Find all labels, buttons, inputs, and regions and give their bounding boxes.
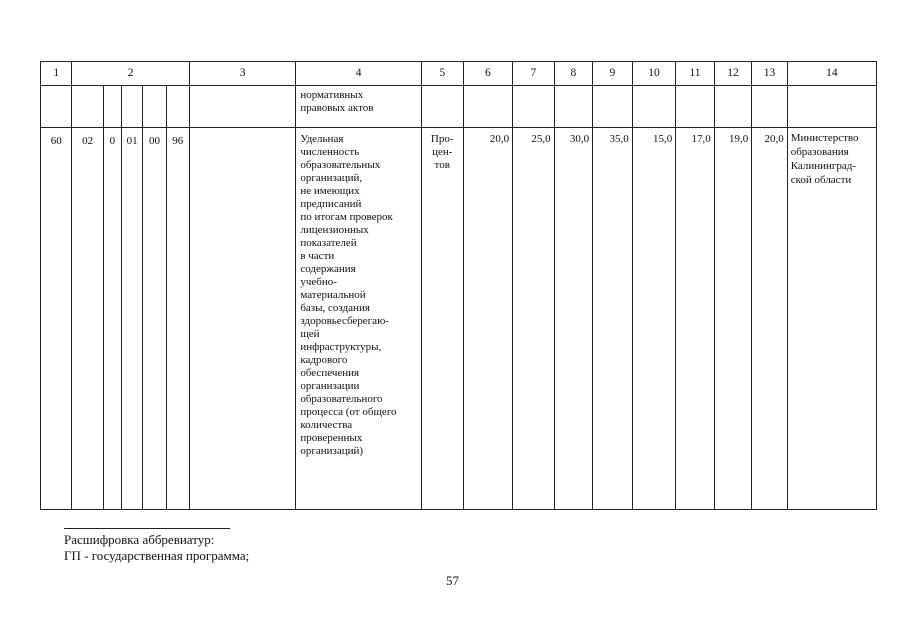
header-cell-10: 10 — [632, 62, 676, 86]
value-cell: 30,0 — [554, 128, 593, 510]
header-cell-11: 11 — [676, 62, 715, 86]
header-cell-14: 14 — [787, 62, 876, 86]
code-cell: 96 — [166, 128, 189, 510]
code-cell: 01 — [122, 128, 143, 510]
unit-cell: Про- цен- тов — [421, 128, 463, 510]
value-cell: 17,0 — [676, 128, 715, 510]
value-cell: 15,0 — [632, 128, 676, 510]
code-cell: 02 — [72, 128, 103, 510]
value-cell: 19,0 — [714, 128, 751, 510]
code-cell: 0 — [103, 128, 121, 510]
header-cell-4: 4 — [296, 62, 422, 86]
indicator-row — [41, 128, 877, 510]
indicator-name: Удельная численность образовательных организаций, не имеющих предписаний по итогам проверок лицензионных показателей в части содержания учебно- материальной базы, создания здоровьесберегаю- щей инфраструктуры, кадрового обеспечения организации образовательного процесса (от общего количества проверенных организаций) — [296, 128, 422, 510]
responsible-cell: Министерство образования Калининград- ской области — [787, 128, 876, 510]
header-row — [41, 62, 877, 86]
footnote-line-1: ГП - государственная программа; — [64, 548, 250, 563]
code-cell: 00 — [143, 128, 166, 510]
page-number: 57 — [446, 573, 459, 588]
code-cell: 60 — [41, 128, 72, 510]
value-cell: 25,0 — [513, 128, 555, 510]
footnote-title: Расшифровка аббревиатур: — [64, 532, 215, 547]
header-cell-7: 7 — [513, 62, 555, 86]
footnote-separator — [64, 528, 230, 529]
value-cell: 20,0 — [463, 128, 513, 510]
value-cell: 35,0 — [593, 128, 633, 510]
header-cell-13: 13 — [752, 62, 787, 86]
indicators-table — [40, 61, 877, 510]
footnote — [64, 532, 249, 564]
header-cell-1: 1 — [41, 62, 72, 86]
header-cell-5: 5 — [421, 62, 463, 86]
continuation-row — [41, 86, 877, 128]
header-cell-9: 9 — [593, 62, 633, 86]
column-3-cell — [189, 128, 295, 510]
value-cell: 20,0 — [752, 128, 787, 510]
continuation-text: нормативных правовых актов — [296, 86, 422, 128]
header-cell-6: 6 — [463, 62, 513, 86]
header-cell-12: 12 — [714, 62, 751, 86]
header-cell-3: 3 — [189, 62, 295, 86]
header-cell-8: 8 — [554, 62, 593, 86]
header-cell-2: 2 — [72, 62, 190, 86]
